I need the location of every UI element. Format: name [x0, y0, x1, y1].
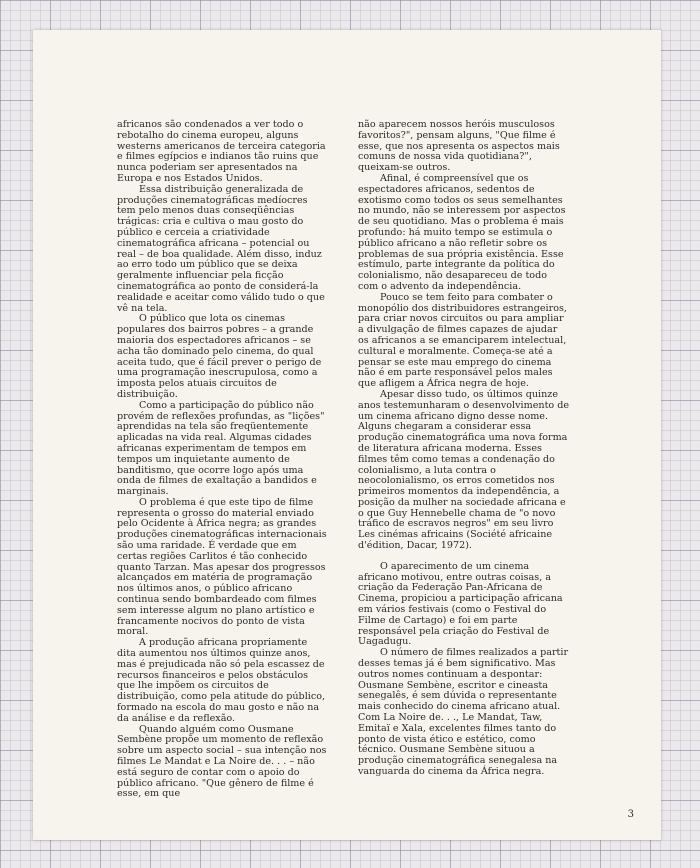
left-text-column	[117, 120, 329, 800]
paragraph: Apesar disso tudo, os últimos quinze anos testemunharam o desenvolvimento de um cinema africano digno desse nome. Alguns chegaram a considerar essa produção cinematográfica uma nova forma de literatura africana moderna. Esses filmes têm como temas a condenação do colonialismo, a luta contra o neocolonialismo, os erros cometidos nos primeiros momentos da independência, a posição da mulher na sociedade africana e o que Guy Hennebelle chama de "o novo tráfico de escravos negros" em seu livro Les cinémas africains (Société africaine d'édition, Dacar, 1972).	[358, 388, 570, 552]
paragraph: A produção africana propriamente dita aumentou nos últimos quinze anos, mas é prejudicada não só pela escassez de recursos financeiros e pelos obstáculos que lhe impõem os circuitos de distribuição, como pela atitude do público, formado na escola do mau gosto e não na da análise e da reflexão.	[117, 637, 326, 724]
paragraph: O público que lota os cinemas populares dos bairros pobres – a grande maioria dos espectadores africanos – se acha tão dominado pelo cinema, do qual aceita tudo, que é fácil prever o perigo de uma programação inescrupulosa, como a imposta pelos atuais circuitos de distribuição.	[117, 313, 322, 400]
paragraph: O número de filmes realizados a partir desses temas já é bem significativo. Mas outros nomes continuam a despontar: Ousmane Sembène, escritor e cineasta senegalês, é sem dúvida o representante mais conhecido do cinema africano atual. Com La Noire de. . ., Le Mandat, Taw, Emitaï e Xala, excelentes filmes tanto do ponto de vista ético e estético, como técnico. Ousmane Sembène situou a produção cinematográfica senegalesa na vanguarda do cinema da África negra.	[358, 647, 569, 778]
paragraph: Pouco se tem feito para combater o monopólio dos distribuidores estrangeiros, para criar novos circuitos ou para ampliar a divulgação de filmes capazes de ajudar os africanos a se emanciparem intelectual, cultural e moralmente. Começa-se até a pensar se este mau emprego do cinema não é em parte responsável pelos males que afligem a África negra de hoje.	[358, 291, 567, 390]
paragraph: Afinal, é compreensível que os espectadores africanos, sedentos de exotismo como todos os seus semelhantes no mundo, não se interessem por aspectos de seu quotidiano. Mas o problema é mais profundo: há muito tempo se estimula o público africano a não refletir sobre os problemas de sua própria existência. Esse estímulo, parte integrante da política do colonialismo, não desapareceu de todo com o advento da independência.	[358, 172, 566, 292]
page-number: 3	[627, 809, 634, 820]
paragraph: africanos são condenados a ver todo o rebotalho do cinema europeu, alguns westerns americanos de terceira categoria e filmes egípcios e indianos tão ruins que nunca poderiam ser apresentados na Europa e nos Estados Unidos.	[117, 119, 326, 184]
document-page	[33, 30, 661, 840]
paragraph: Como a participação do público não provém de reflexões profundas, as "lições" aprendidas na tela são freqüentemente aplicadas na vida real. Algumas cidades africanas experimentam de tempos em tempos um inquietante aumento de banditismo, que ocorre logo após uma onda de filmes de exaltação a bandidos e marginais.	[117, 399, 325, 498]
paragraph: não aparecem nossos heróis musculosos favoritos?", pensam alguns, "Que filme é esse, que nos apresenta os aspectos mais comuns de nossa vida quotidiana?", queixam-se outros.	[358, 119, 560, 174]
right-text-column	[358, 120, 570, 778]
paragraph: O aparecimento de um cinema africano motivou, entre outras coisas, a criação da Federação Pan-Africana de Cinema, propiciou a participação africana em vários festivais (como o Festival do Filme de Cartago) e foi em parte responsável pela criação do Festival de Uagadugu.	[358, 560, 563, 648]
paragraph: O problema é que este tipo de filme representa o grosso do material enviado pelo Ocidente à África negra; as grandes produções cinematográficas internacionais são uma raridade. É verdade que em certas regiões Carlitos é tão conhecido quanto Tarzan. Mas apesar dos progressos alcançados em matéria de programação nos últimos anos, o público africano continua sendo bombardeado com filmes sem interesse algum no plano artístico e francamente nocivos do ponto de vista moral.	[117, 496, 327, 638]
paragraph: Essa distribuição generalizada de produções cinematográficas medíocres tem pelo menos duas conseqüências trágicas: cria e cultiva o mau gosto do público e cerceia a criatividade cinematográfica africana – potencial ou real – de boa qualidade. Além disso, induz ao erro todo um público que se deixa geralmente influenciar pela ficção cinematográfica ao ponto de considerá-la realidade e aceitar como válido tudo o que vê na tela.	[117, 183, 325, 314]
paragraph: Quando alguém como Ousmane Sembène propõe um momento de reflexão sobre um aspecto social – sua intenção nos filmes Le Mandat e La Noire de. . . – não está seguro de contar com o apoio do público africano. "Que gênero de filme é esse, em que	[117, 723, 327, 800]
